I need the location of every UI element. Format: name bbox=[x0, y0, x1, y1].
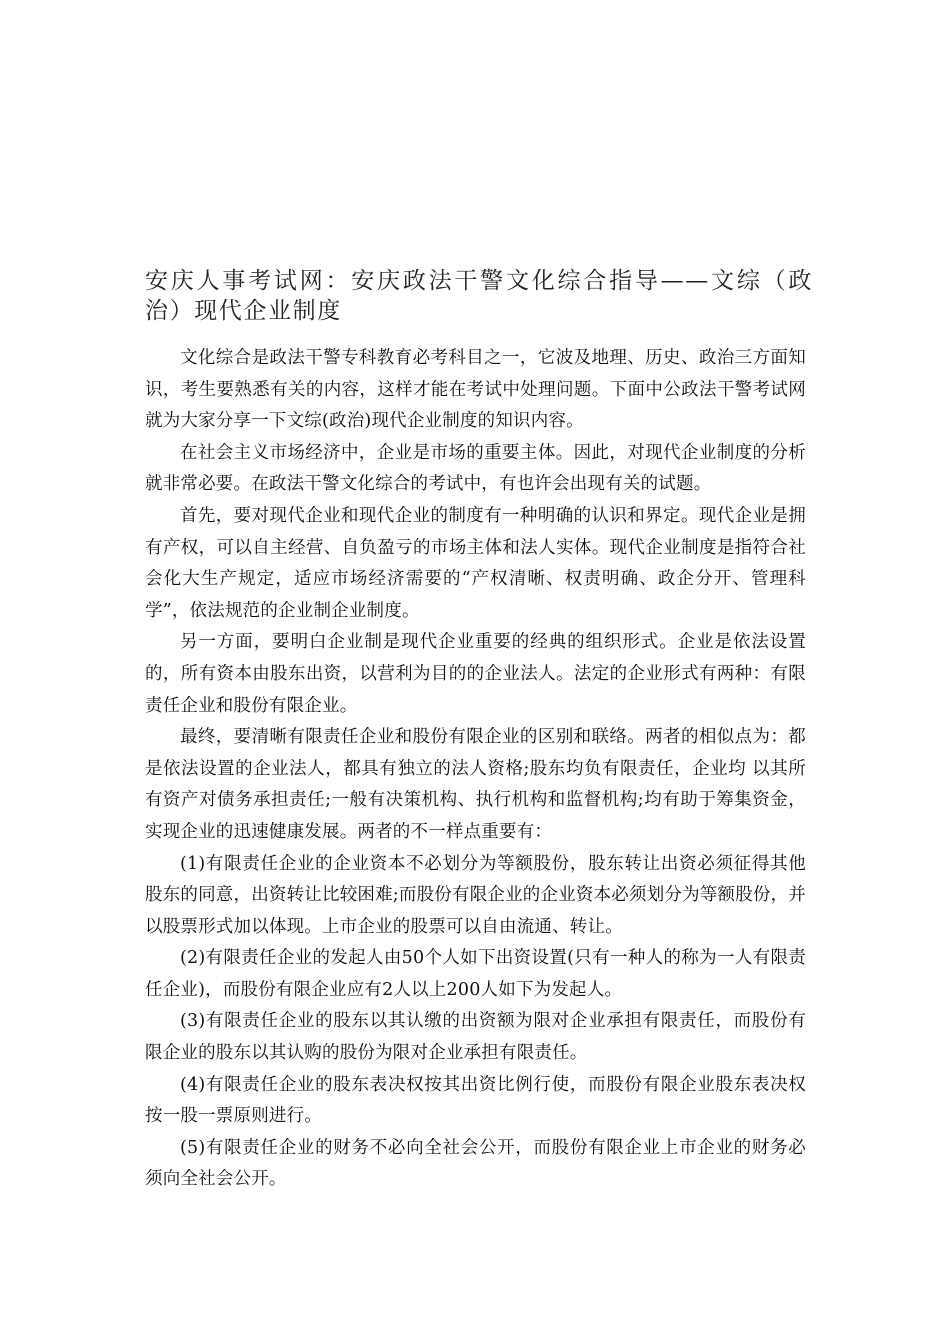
paragraph-intro: 文化综合是政法干警专科教育必考科目之一，它波及地理、历史、政治三方面知识，考生要熟悉有关的内容，这样才能在考试中处理问题。下面中公政法干警考试网就为大家分享一下文综(政治)现代企业制度的知识内容。 bbox=[145, 348, 806, 432]
document-body bbox=[145, 343, 806, 1196]
paragraph-finally: 最终，要清晰有限责任企业和股份有限企业的区别和联络。两者的相似点为：都是依法设置的企业法人，都具有独立的法人资格;股东均负有限责任，企业均 以其所有资产对债务承担责任;一般有决策机构、执行机构和监督机构;均有助于筹集资金，实现企业的迅速健康发展。两者的不一样点重要有： bbox=[145, 727, 806, 842]
list-item-1: (1)有限责任企业的企业资本不必划分为等额股份，股东转让出资必须征得其他股东的同意，出资转让比较困难;而股份有限企业的企业资本必须划分为等额股份，并以股票形式加以体现。上市企业的股票可以自由流通、转让。 bbox=[145, 853, 806, 937]
list-item-3: (3)有限责任企业的股东以其认缴的出资额为限对企业承担有限责任，而股份有限企业的股东以其认购的股份为限对企业承担有限责任。 bbox=[145, 1011, 806, 1064]
list-item-4: (4)有限责任企业的股东表决权按其出资比例行使，而股份有限企业股东表决权按一股一票原则进行。 bbox=[145, 1074, 806, 1127]
document-title: 安庆人事考试网：安庆政法干警文化综合指导——文综（政治）现代企业制度 bbox=[145, 268, 813, 324]
list-item-5: (5)有限责任企业的财务不必向全社会公开，而股份有限企业上市企业的财务必须向全社会公开。 bbox=[145, 1137, 806, 1190]
paragraph-second: 另一方面，要明白企业制是现代企业重要的经典的组织形式。企业是依法设置的，所有资本由股东出资，以营利为目的的企业法人。法定的企业形式有两种：有限责任企业和股份有限企业。 bbox=[145, 632, 806, 716]
paragraph-first: 首先，要对现代企业和现代企业的制度有一种明确的认识和界定。现代企业是拥有产权，可以自主经营、自负盈亏的市场主体和法人实体。现代企业制度是指符合社会化大生产规定，适应市场经济需要的“产权清晰、权责明确、政企分开、管理科学”，依法规范的企业制企业制度。 bbox=[145, 505, 806, 621]
list-item-2: (2)有限责任企业的发起人由50个人如下出资设置(只有一种人的称为一人有限责任企业)，而股份有限企业应有2人以上200人如下为发起人。 bbox=[145, 948, 806, 1000]
paragraph-market-economy: 在社会主义市场经济中，企业是市场的重要主体。因此，对现代企业制度的分析就非常必要。在政法干警文化综合的考试中，有也许会出现有关的试题。 bbox=[145, 442, 806, 495]
